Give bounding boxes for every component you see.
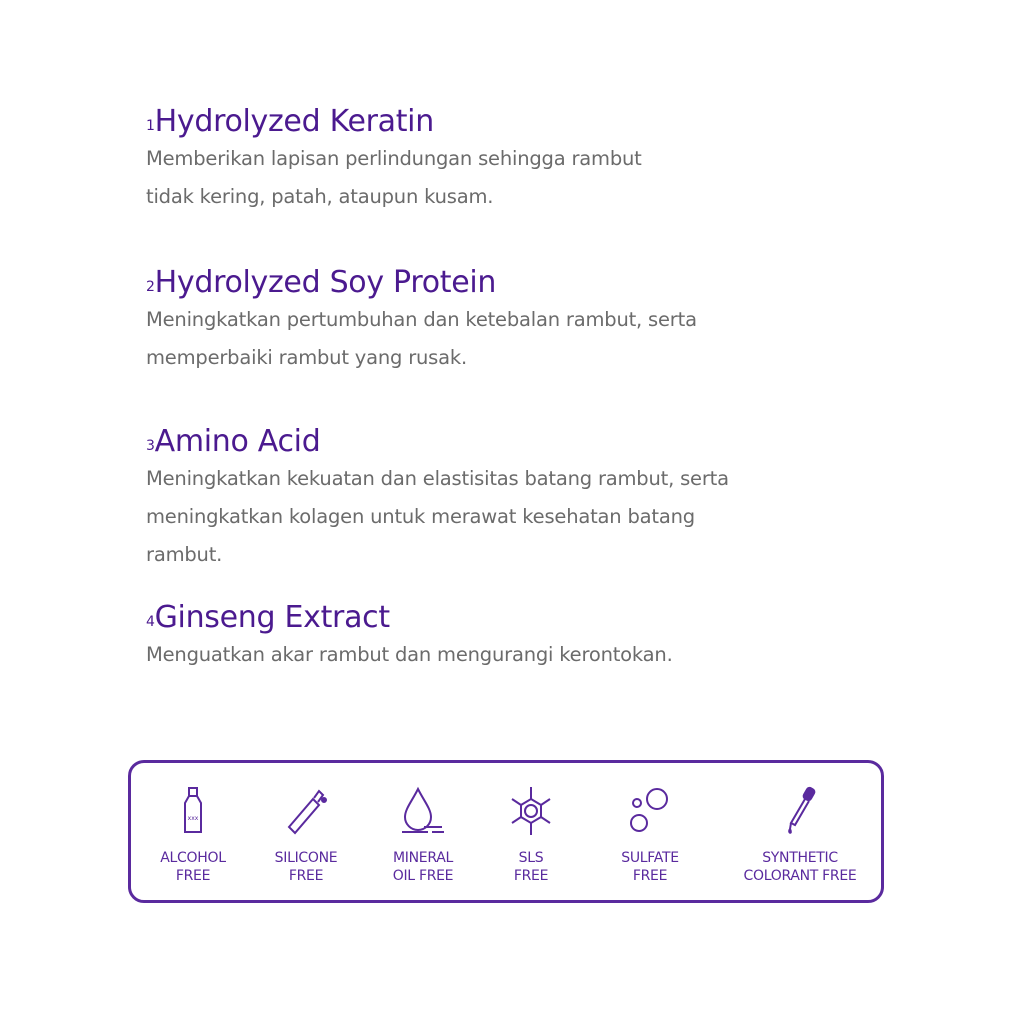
svg-text:xxx: xxx (187, 815, 199, 822)
badge-label: SILICONE (274, 850, 338, 866)
badge-label: MINERAL (393, 850, 453, 866)
ingredient-keratin (146, 104, 642, 216)
description-line: rambut. (146, 543, 223, 566)
ingredient-ginseng (146, 600, 673, 674)
badge-label: SYNTHETIC (762, 850, 838, 866)
badge-synthetic-colorant-free (725, 785, 875, 885)
dropper-icon (775, 785, 825, 837)
bottle-icon (168, 785, 218, 837)
badge-label: FREE (175, 868, 211, 884)
ingredient-name: Hydrolyzed Soy Protein (154, 265, 497, 300)
badge-sulfate-free (575, 785, 725, 885)
badge-label: FREE (288, 868, 324, 884)
ingredient-amino-acid (146, 424, 729, 574)
description-line: Meningkatkan pertumbuhan dan ketebalan rambut, serta (146, 308, 697, 331)
free-from-panel (128, 760, 884, 903)
badge-label: SULFATE (621, 850, 679, 866)
badge-label: COLORANT FREE (743, 868, 857, 884)
ingredient-name: Ginseng Extract (154, 600, 390, 635)
description-line: Meningkatkan kekuatan dan elastisitas batang rambut, serta (146, 467, 729, 490)
oil-drop-icon (398, 785, 448, 837)
bubbles-icon (625, 785, 675, 837)
tube-icon (281, 785, 331, 837)
ingredient-name: Amino Acid (154, 424, 321, 459)
badge-label: OIL FREE (392, 868, 454, 884)
description-line: meningkatkan kolagen untuk merawat kesehatan batang (146, 505, 695, 528)
description-line: Menguatkan akar rambut dan mengurangi kerontokan. (146, 643, 673, 666)
description-line: tidak kering, patah, ataupun kusam. (146, 185, 494, 208)
badge-label: FREE (632, 868, 668, 884)
ingredient-name: Hydrolyzed Keratin (154, 104, 434, 139)
footnote-number: 2 (146, 279, 155, 295)
description-line: Memberikan lapisan perlindungan sehingga rambut (146, 147, 642, 170)
molecule-icon (506, 785, 556, 837)
description-line: memperbaiki rambut yang rusak. (146, 346, 467, 369)
footnote-number: 1 (146, 118, 155, 134)
ingredient-soy-protein (146, 265, 697, 377)
footnote-number: 4 (146, 614, 155, 630)
badge-label: FREE (513, 868, 549, 884)
footnote-number: 3 (146, 438, 155, 454)
badge-label: SLS (518, 850, 544, 866)
badge-label: ALCOHOL (160, 850, 226, 866)
